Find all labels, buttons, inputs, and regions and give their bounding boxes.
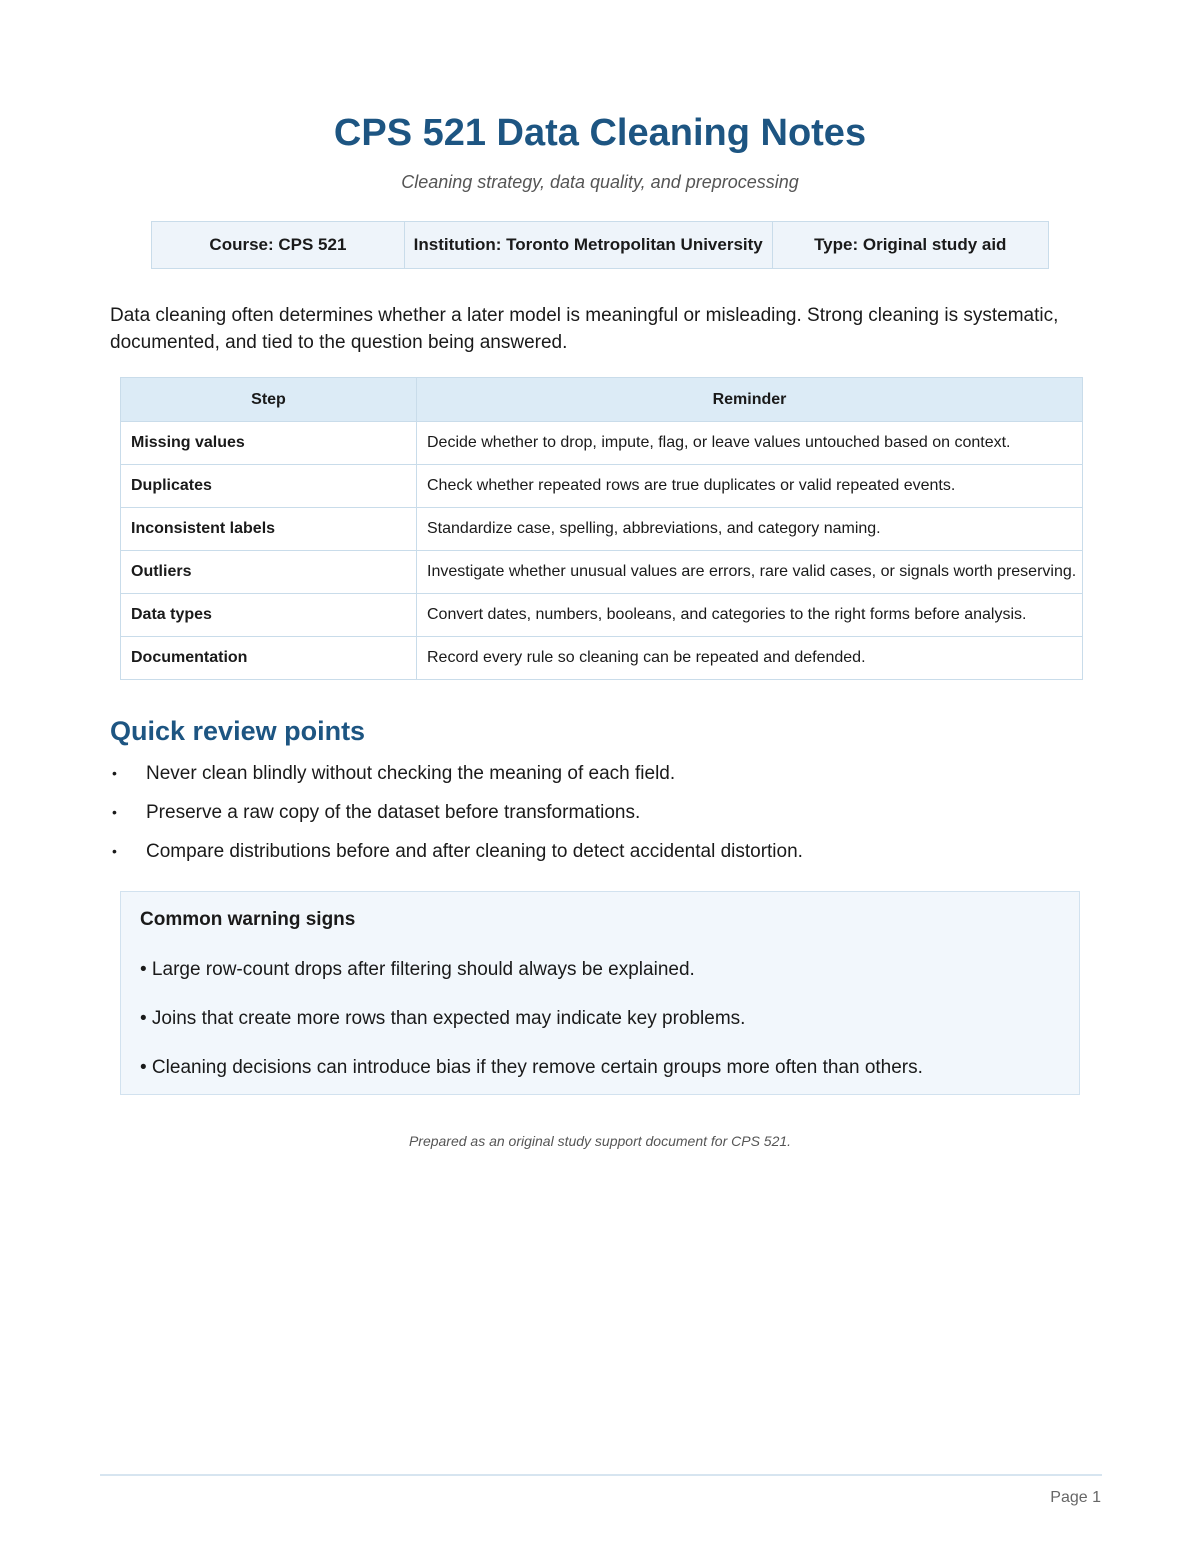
- course-info-table: [151, 221, 1049, 269]
- step-cell: Missing values: [121, 422, 417, 465]
- list-item: [110, 838, 803, 877]
- warning-item: • Joins that create more rows than expected may indicate key problems.: [140, 1008, 746, 1029]
- step-cell: Documentation: [121, 637, 417, 680]
- warning-signs-list: [140, 956, 923, 1103]
- step-cell: Outliers: [121, 551, 417, 594]
- reminder-cell: Investigate whether unusual values are errors, rare valid cases, or signals worth preserving.: [417, 551, 1083, 594]
- reminder-cell: Decide whether to drop, impute, flag, or leave values untouched based on context.: [417, 422, 1083, 465]
- institution-cell: Institution: Toronto Metropolitan University: [404, 222, 772, 269]
- bullet-icon: •: [112, 765, 117, 781]
- document-title: CPS 521 Data Cleaning Notes: [333, 112, 867, 154]
- table-header-row: [121, 378, 1083, 422]
- list-item-text: Compare distributions before and after cleaning to detect accidental distortion.: [146, 841, 803, 862]
- list-item-text: Never clean blindly without checking the meaning of each field.: [146, 763, 676, 784]
- document-subtitle: Cleaning strategy, data quality, and preprocessing: [401, 172, 799, 192]
- warning-item: • Cleaning decisions can introduce bias if they remove certain groups more often than others.: [140, 1057, 923, 1078]
- list-item-text: Preserve a raw copy of the dataset before transformations.: [146, 802, 641, 823]
- table-row: [121, 508, 1083, 551]
- review-heading: Quick review points: [110, 716, 366, 746]
- page-number: Page 1: [1050, 1489, 1101, 1506]
- bullet-icon: •: [112, 804, 117, 820]
- review-list: [110, 760, 803, 877]
- course-cell: Course: CPS 521: [152, 222, 405, 269]
- table-row: [121, 637, 1083, 680]
- reminder-cell: Standardize case, spelling, abbreviations, and category naming.: [417, 508, 1083, 551]
- warning-signs-box: [120, 891, 1080, 1095]
- intro-paragraph: Data cleaning often determines whether a later model is meaningful or misleading. Strong cleaning is systematic, documented, and tied to the question being answered.: [110, 305, 1059, 353]
- warning-item: • Large row-count drops after filtering should always be explained.: [140, 959, 695, 980]
- column-header-step: Step: [121, 378, 417, 422]
- cleaning-steps-table: [120, 377, 1083, 680]
- reminder-cell: Convert dates, numbers, booleans, and categories to the right forms before analysis.: [417, 594, 1083, 637]
- table-row: [121, 465, 1083, 508]
- step-cell: Data types: [121, 594, 417, 637]
- table-row: [121, 551, 1083, 594]
- step-cell: Duplicates: [121, 465, 417, 508]
- table-row: [121, 422, 1083, 465]
- warning-signs-title: Common warning signs: [140, 909, 356, 930]
- footer-note: Prepared as an original study support document for CPS 521.: [408, 1133, 792, 1149]
- type-cell: Type: Original study aid: [772, 222, 1048, 269]
- list-item: [110, 760, 803, 799]
- step-cell: Inconsistent labels: [121, 508, 417, 551]
- bullet-icon: •: [112, 843, 117, 859]
- column-header-reminder: Reminder: [417, 378, 1083, 422]
- reminder-cell: Record every rule so cleaning can be repeated and defended.: [417, 637, 1083, 680]
- reminder-cell: Check whether repeated rows are true duplicates or valid repeated events.: [417, 465, 1083, 508]
- footer-divider: [100, 1474, 1102, 1476]
- table-row: [121, 594, 1083, 637]
- list-item: [110, 799, 803, 838]
